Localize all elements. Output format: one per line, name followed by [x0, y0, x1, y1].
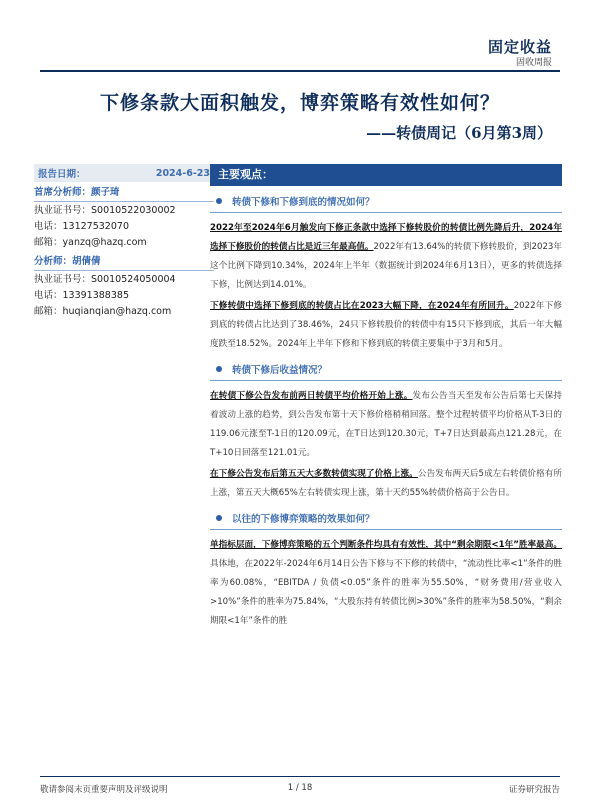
section-divider [210, 529, 562, 530]
analyst-email[interactable]: 邮箱：yanzq@hazq.com [34, 237, 147, 248]
analyst-license: 执业证书号：S0010524050004 [34, 274, 176, 285]
section-title: 转债下修和下修到底的情况如何？ [232, 197, 375, 208]
paragraph-text: 2022年下修到底的转债占比达到了38.46%，24只下修转股价的转债中有15只下修到底，其后一年大幅度跌至18.52%。2024年上半年下修和下修到底的转债主要集中于3月和5月。 [210, 301, 562, 349]
analyst-email[interactable]: 邮箱：huqianqian@hazq.com [34, 306, 172, 317]
brand-title: 固定收益 [487, 38, 552, 56]
paragraph-highlight: 单指标层面，下修博弈策略的五个判断条件均具有有效性，其中“剩余期限<1年”胜率最高。 [210, 540, 562, 550]
page-number: 1 / 18 [287, 783, 313, 793]
analyst-divider [34, 270, 214, 271]
sidebar [34, 164, 214, 320]
report-label: 证券研究报告 [508, 785, 560, 795]
footer-divider [40, 776, 560, 777]
section-divider [210, 380, 562, 381]
page-subtitle: ——转债周记（6月第3周） [366, 124, 552, 142]
main-heading: 主要观点： [210, 164, 562, 186]
paragraph-highlight: 下修转债中选择下修到底的转债占比在2023大幅下降，在2024年有所回升。 [210, 301, 514, 311]
main-content [210, 164, 562, 633]
paragraph-text: 公告发布两天后5成左右转债价格有所上涨，第五天大概65%左右转债实现上涨，第十天约55%转债价格高于公告日。 [210, 469, 562, 498]
analyst-title: 首席分析师：颜子琦 [34, 187, 120, 198]
paragraph [210, 387, 562, 463]
analyst-title: 分析师：胡倩倩 [34, 256, 101, 267]
disclaimer-note: 敬请参阅末页重要声明及评级说明 [40, 785, 168, 795]
report-date-label: 报告日期： [38, 169, 86, 180]
bullet-dot-icon [216, 366, 222, 372]
paragraph-highlight: 2022年至2024年6月触发向下修正条款中选择下修转股价的转债比例先降后升，2024年选择下修股价的转债占比是近三年最高值。 [210, 223, 562, 252]
paragraph-text: 具体地，在2022年-2024年6月14日公告下修与不下修的转债中，“流动性比率<1”条件的胜率为60.08%，“EBITDA / 负债<0.05”条件的胜率为55.50%，“财务费用/营业收入>10%”条件的胜率为75.84%，“大股东持有转债比例>30%”条件的胜率为58.50%，“剩余期限<1年”条件的胜 [210, 559, 562, 626]
paragraph-text: 发布公告当天至发布公告后第七天保持着波动上涨的趋势，到公告发布第十天下修价格稍稍回落。整个过程转债平均价格从T-3日的119.06元涨至T-1日的120.09元，在T日达到120.30元，T+7日达到最高点121.28元，在T+10日回落至121.01元。 [210, 391, 562, 458]
report-type: 固收周报 [515, 58, 552, 68]
analyst-phone: 电话：13127532070 [34, 221, 129, 232]
analyst-phone: 电话：13391388385 [34, 290, 129, 301]
paragraph-highlight: 在转债下修公告发布前两日转债平均价格开始上涨。 [210, 391, 413, 401]
paragraph [210, 297, 562, 354]
analyst-divider [34, 201, 214, 202]
top-divider [40, 70, 560, 72]
section-title: 以往的下修博弈策略的效果如何？ [232, 514, 375, 525]
analyst-block [34, 253, 214, 320]
section-title: 转债下修后收益情况？ [232, 365, 328, 376]
analyst-block [34, 184, 214, 251]
section-heading [210, 190, 562, 212]
paragraph-highlight: 在下修公告发布后第五天大多数转债实现了价格上涨。 [210, 469, 418, 479]
section-heading [210, 507, 562, 529]
paragraph [210, 465, 562, 503]
bullet-dot-icon [216, 198, 222, 204]
report-date-bar [34, 164, 214, 182]
section-divider [210, 212, 562, 213]
section-heading [210, 358, 562, 380]
analyst-license: 执业证书号：S0010522030002 [34, 205, 176, 216]
paragraph [210, 219, 562, 295]
page-title: 下修条款大面积触发，博弈策略有效性如何？ [99, 92, 500, 114]
bullet-dot-icon [216, 515, 222, 521]
paragraph [210, 536, 562, 631]
report-date: 2024-6-23 [155, 167, 210, 179]
paragraph-text: 2022年有13.64%的转债下修转股价，到2023年这个比例下降到10.34%，2024年上半年（数据统计到2024年6月13日），更多的转债选择下修，比例达到14.01%。 [210, 242, 562, 290]
